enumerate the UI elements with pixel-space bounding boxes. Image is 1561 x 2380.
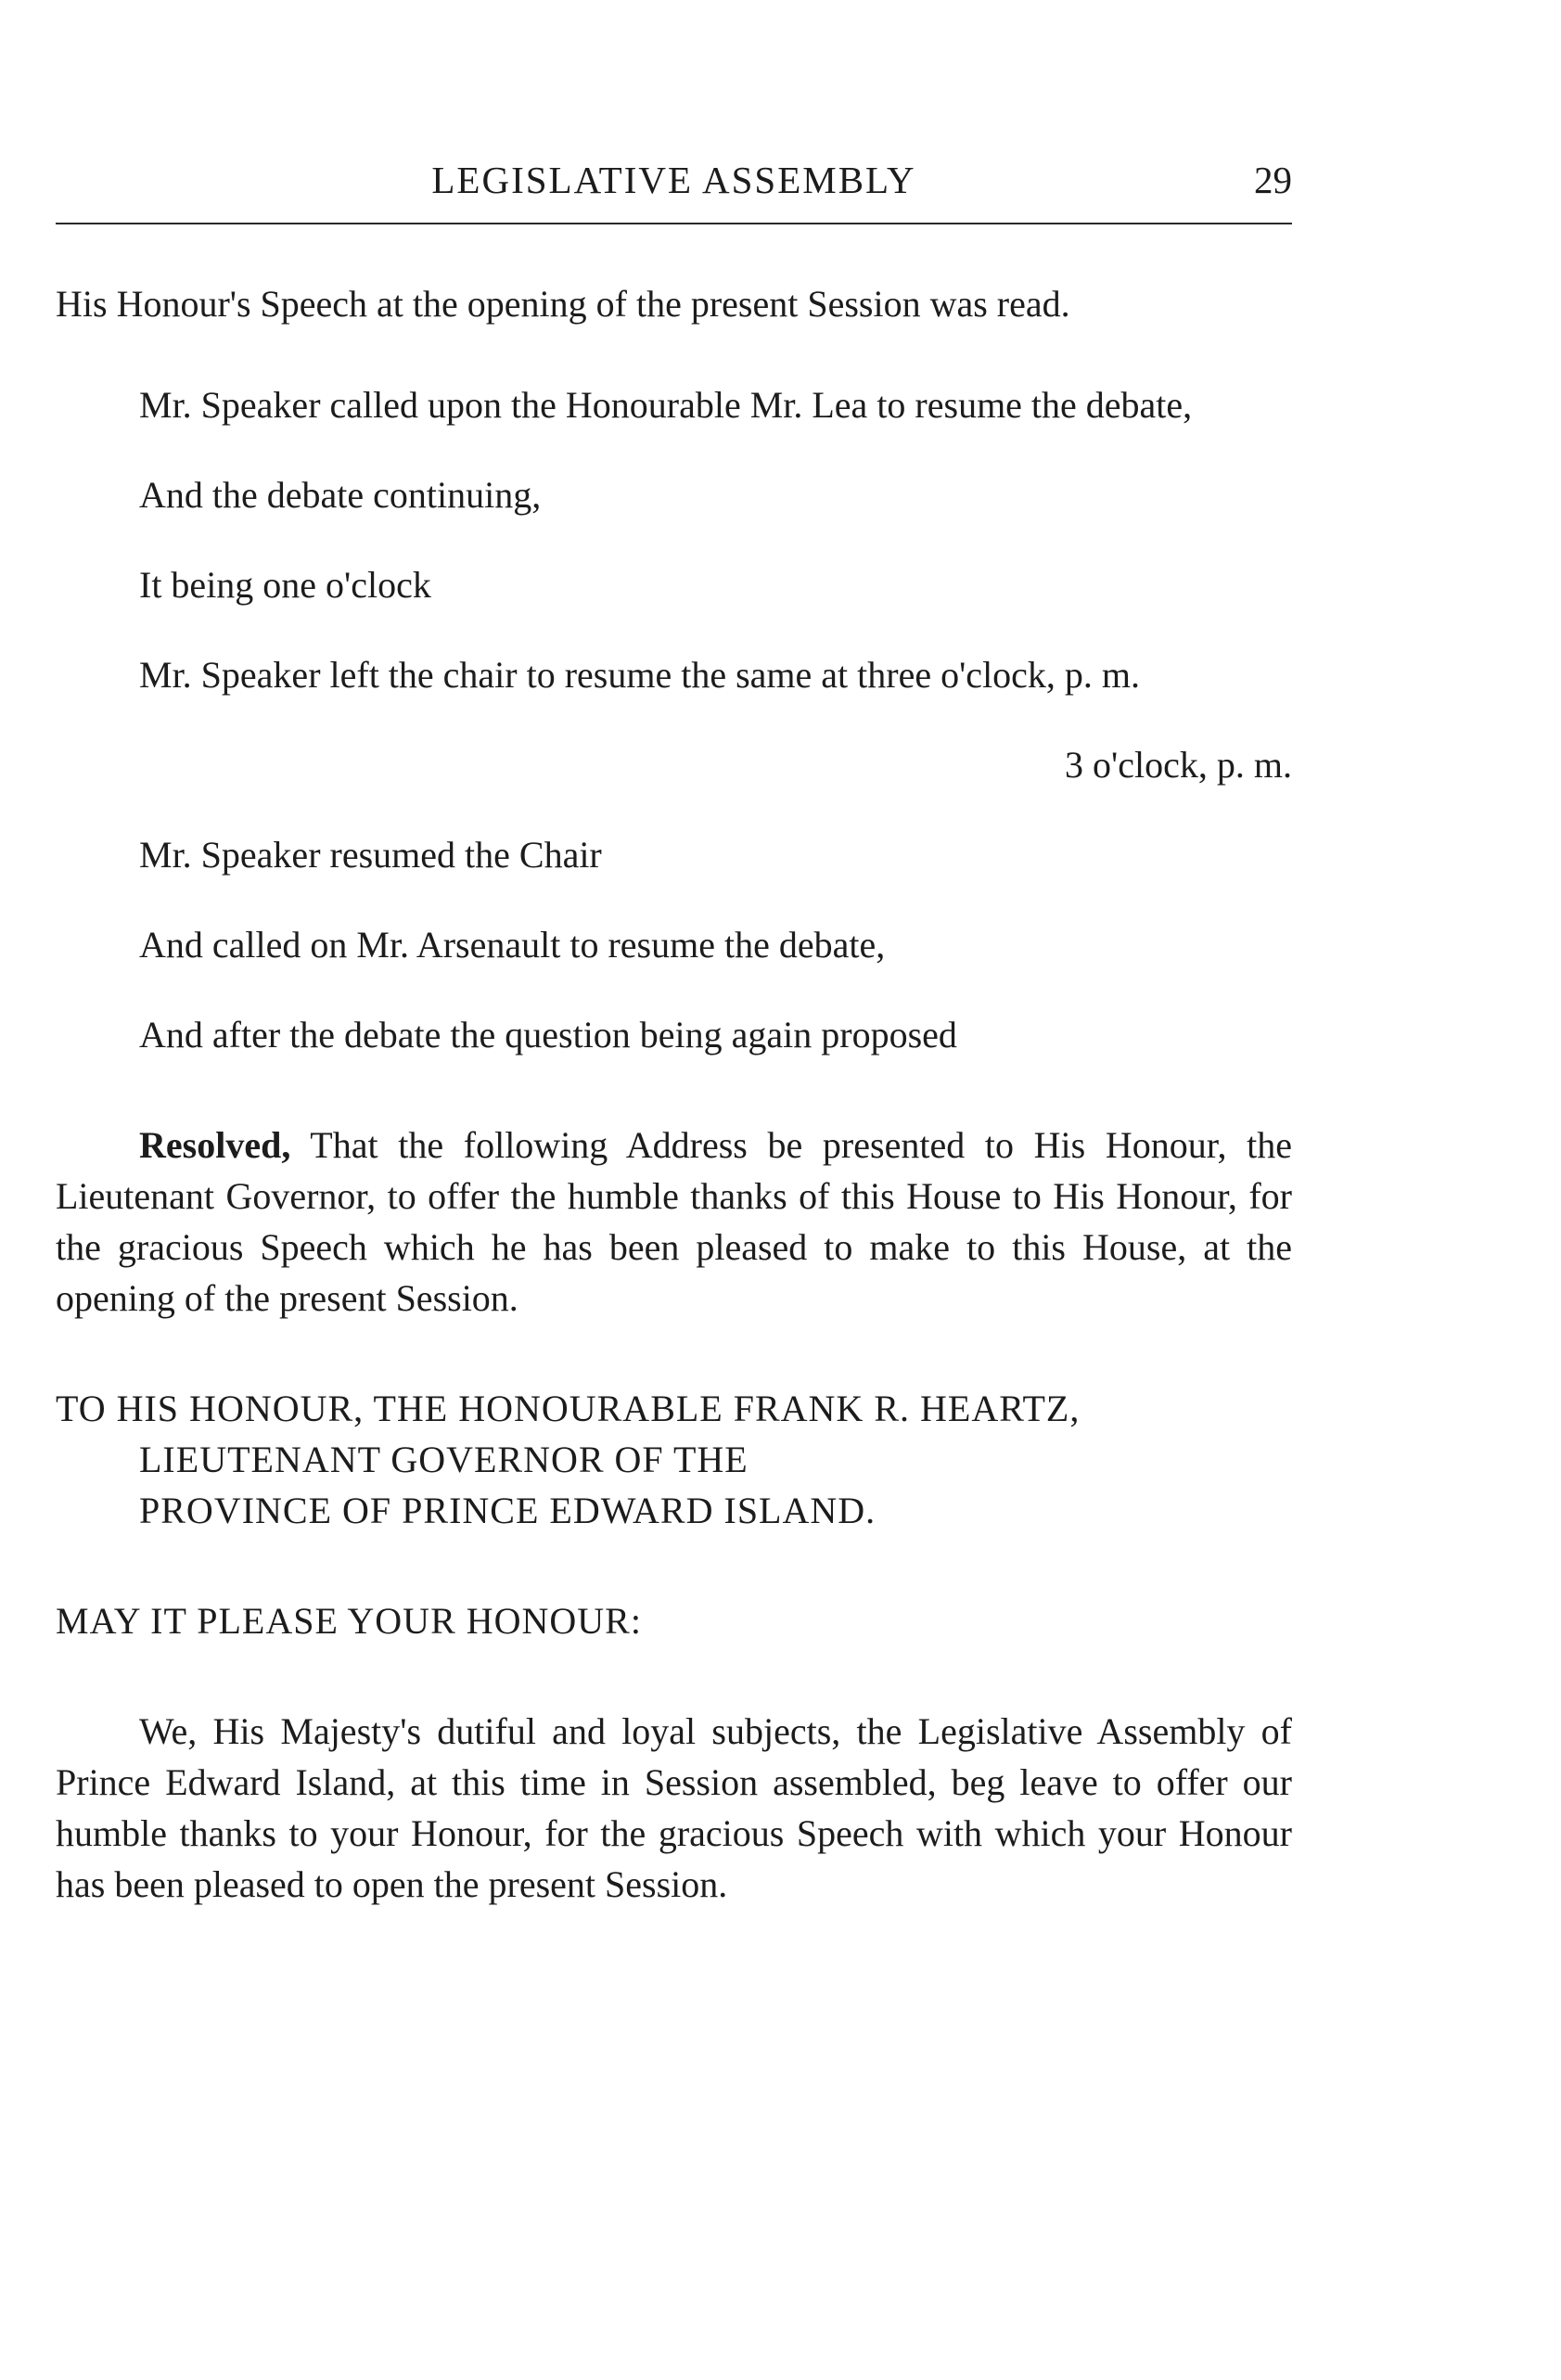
resolved-text: That the following Address be presented to His Honour, the Lieutenant Governor, to offer the humble thanks of this House to His Honour, for the gracious Speech which he has been pleased to make to this House, at the opening of the present Session.	[56, 1124, 1292, 1319]
address-line-1: TO HIS HONOUR, THE HONOURABLE FRANK R. HEARTZ,	[56, 1388, 1081, 1429]
address-line-3: PROVINCE OF PRINCE EDWARD ISLAND.	[139, 1490, 876, 1531]
paragraph-speaker-called: Mr. Speaker called upon the Honourable Mr. Lea to resume the debate,	[139, 384, 1193, 426]
page-header	[56, 158, 1292, 213]
paragraph-debate-continuing: And the debate continuing,	[139, 474, 542, 516]
paragraph-speaker-resumed: Mr. Speaker resumed the Chair	[139, 834, 602, 876]
address-block	[56, 1383, 1292, 1536]
paragraph-speech-read: His Honour's Speech at the opening of the present Session was read.	[56, 283, 1070, 325]
resolved-label: Resolved,	[139, 1124, 291, 1166]
paragraph-closing: We, His Majesty's dutiful and loyal subjects, the Legislative Assembly of Prince Edward Island, at this time in Session assembled, beg leave to offer our humble thanks to your Honour, for the gracious Speech with which your Honour has been pleased to open the present Session.	[56, 1710, 1292, 1905]
salutation: MAY IT PLEASE YOUR HONOUR:	[56, 1600, 642, 1642]
address-line-2: LIEUTENANT GOVERNOR OF THE	[139, 1439, 749, 1480]
paragraph-question-proposed: And after the debate the question being again proposed	[139, 1014, 957, 1056]
document-body	[56, 278, 1292, 1910]
document-page	[56, 0, 1292, 2380]
page-number: 29	[1254, 159, 1292, 201]
time-marker: 3 o'clock, p. m.	[1065, 744, 1292, 786]
paragraph-speaker-left: Mr. Speaker left the chair to resume the same at three o'clock, p. m.	[139, 654, 1141, 696]
running-head: LEGISLATIVE ASSEMBLY	[431, 159, 916, 201]
paragraph-one-oclock: It being one o'clock	[139, 564, 431, 606]
header-rule	[56, 223, 1292, 224]
paragraph-arsenault: And called on Mr. Arsenault to resume the debate,	[139, 924, 886, 966]
paragraph-resolved	[56, 1120, 1292, 1324]
